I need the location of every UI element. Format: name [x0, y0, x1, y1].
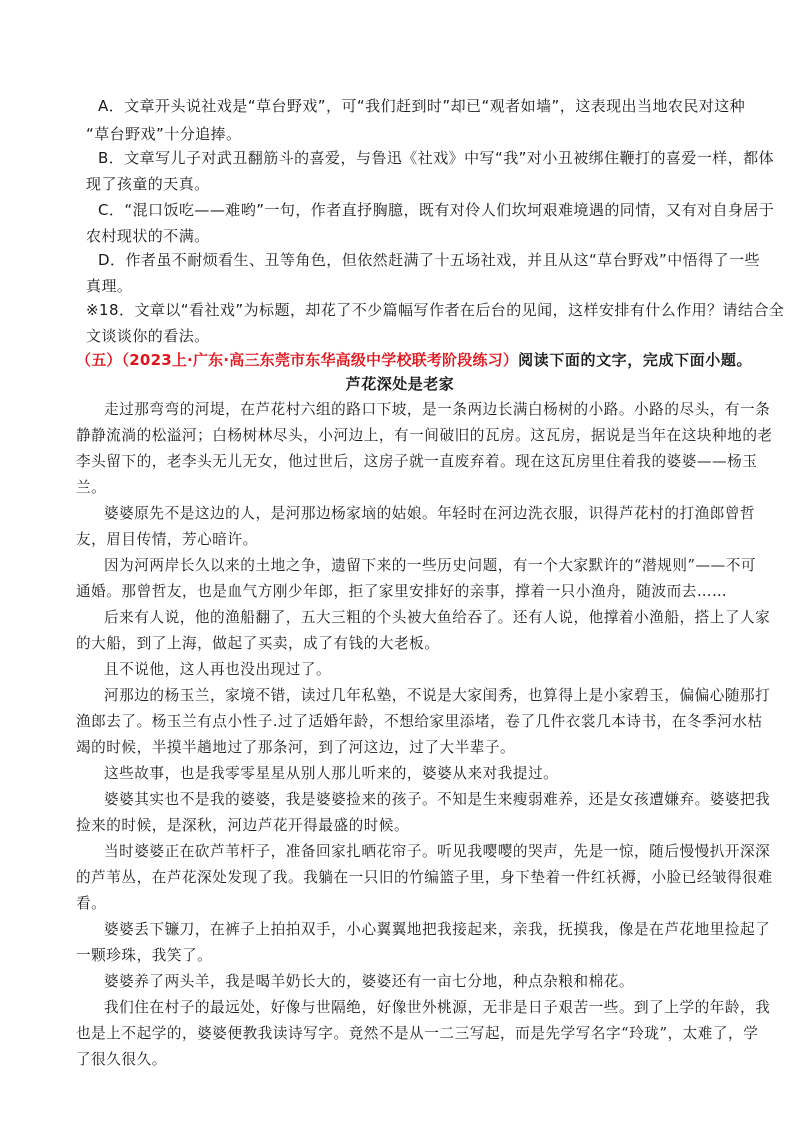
- story-line: 因为河两岸长久以来的土地之争，遗留下来的一些历史问题，有一个大家默许的“潜规则”——不可: [104, 557, 757, 574]
- story-line: 的芦苇丛，在芦花深处发现了我。我躺在一只旧的竹编篮子里，身下垫着一件红袄褥，小脸已经皱得很难: [76, 869, 773, 886]
- story-line: 这些故事，也是我零零星星从别人那儿听来的，婆婆从来对我提过。: [104, 765, 559, 782]
- option-b-line-1: B．文章写儿子对武丑翻筋斗的喜爱，与鲁迅《社戏》中写“我”对小丑被绑住鞭打的喜爱一样，都体: [98, 149, 775, 167]
- story-line: 的大船，到了上海，做起了买卖，成了有钱的大老板。: [76, 635, 440, 652]
- option-c-line-1: C．“混口饭吃——难哟”一句，作者直抒胸臆，既有对伶人们坎坷艰难境遇的同情，又有对自身居于: [98, 201, 775, 219]
- story-line: 婆婆丢下镰刀，在裤子上拍拍双手，小心翼翼地把我接起来，亲我，抚摸我，像是在芦花地里捡起了: [104, 921, 771, 938]
- section-source-label: （五）（2023上·广东·高三东莞市东华高级中学校联考阶段练习）: [76, 351, 519, 369]
- option-c-line-2: 农村现状的不满。: [86, 227, 210, 245]
- option-d-line-1: D．作者虽不耐烦看生、丑等角色，但依然赶满了十五场社戏，并且从这“草台野戏”中悟得了一些: [98, 251, 760, 269]
- story-line: 友，眉目传情，芳心暗许。: [76, 531, 258, 548]
- story-title: 芦花深处是老家: [345, 375, 455, 393]
- option-d-line-2: 真理。: [86, 277, 133, 295]
- story-line: 看。: [76, 895, 107, 912]
- story-line: 当时婆婆正在砍芦苇杆子，准备回家扎晒花帘子。听见我嘤嘤的哭声，先是一惊，随后慢慢扒开深深: [104, 843, 771, 860]
- story-line: 婆婆养了两头羊，我是喝羊奶长大的，婆婆还有一亩七分地，种点杂粮和棉花。: [104, 973, 635, 990]
- question-18-line-2: 文谈谈你的看法。: [86, 327, 210, 345]
- option-a-line-2: “草台野戏”十分追捧。: [86, 125, 242, 143]
- story-line: 河那边的杨玉兰，家境不错，读过几年私塾，不说是大家闺秀，也算得上是小家碧玉，偏偏心随那打: [104, 687, 771, 704]
- question-18-line-1: ※18．文章以“看社戏”为标题，却花了不少篇幅写作者在后台的见闻，这样安排有什么作用？请结合全: [86, 301, 785, 319]
- option-b-line-2: 现了孩童的天真。: [86, 175, 210, 193]
- story-line: 也是上不起学的，婆婆便教我读诗写字。竟然不是从一二三写起，而是先学写名字“玲珑”，太难了，学: [76, 1025, 759, 1042]
- story-line: 婆婆原先不是这边的人，是河那边杨家垴的姑娘。年轻时在河边洗衣服，识得芦花村的打渔郎曾哲: [104, 505, 756, 522]
- story-line: 我们住在村子的最远处，好像与世隔绝，好像世外桃源，无非是日子艰苦一些。到了上学的年龄，我: [104, 999, 771, 1016]
- section-header: [76, 350, 752, 370]
- story-line: 李头留下的，老李头无儿无女，他过世后，这房子就一直废弃着。现在这瓦房里住着我的婆婆——杨玉: [76, 453, 758, 470]
- option-a-line-1: A．文章开头说社戏是“草台野戏”，可“我们赶到时”却已“观者如墙”，这表现出当地农民对这种: [98, 97, 746, 115]
- story-line: 走过那弯弯的河堤，在芦花村六组的路口下坡，是一条两边长满白杨树的小路。小路的尽头，有一条: [104, 401, 771, 418]
- story-line: 后来有人说，他的渔船翻了，五大三粗的个头被大鱼给吞了。还有人说，他撑着小渔船，搭上了人家: [104, 609, 771, 626]
- story-line: 竭的时候，半摸半趟地过了那条河，到了河这边，过了大半辈子。: [76, 739, 516, 756]
- story-line: 一颗珍珠，我笑了。: [76, 947, 213, 964]
- story-line: 兰。: [76, 479, 107, 496]
- story-line: 捡来的时候，是深秋，河边芦花开得最盛的时候。: [76, 817, 410, 834]
- story-line: 婆婆其实也不是我的婆婆，我是婆婆捡来的孩子。不知是生来瘦弱难养，还是女孩遭嫌弃。婆婆把我: [104, 791, 771, 808]
- story-line: 通婚。那曾哲友，也是血气方刚少年郎，拒了家里安排好的亲事，撑着一只小渔舟，随波而去……: [76, 583, 728, 600]
- story-line: 且不说他，这人再也没出现过了。: [104, 661, 332, 678]
- section-instruction: 阅读下面的文字，完成下面小题。: [518, 351, 753, 369]
- story-line: 静静流淌的松溢河；白杨树林尽头，小河边上，有一间破旧的瓦房。这瓦房，据说是当年在这块种地的老: [76, 427, 773, 444]
- story-line: 渔郎去了。杨玉兰有点小性子.过了适婚年龄，不想给家里添堵，卷了几件衣裳几本诗书，在冬季河水枯: [76, 713, 763, 730]
- story-line: 了很久很久。: [76, 1051, 167, 1068]
